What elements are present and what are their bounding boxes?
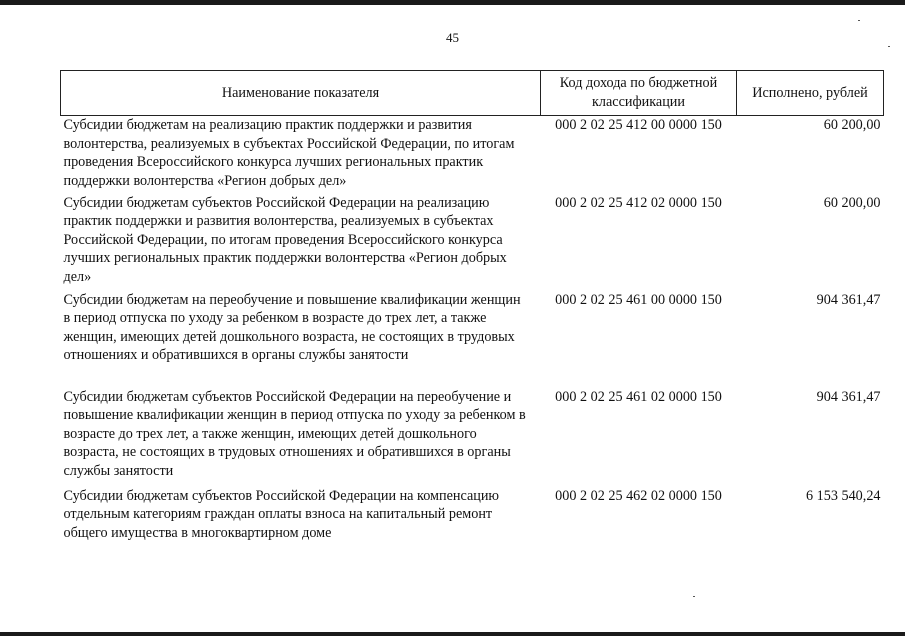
scan-speck bbox=[888, 46, 890, 47]
header-name: Наименование показателя bbox=[61, 71, 541, 116]
amount-executed: 60 200,00 bbox=[823, 117, 881, 133]
revenue-code: 000 2 02 25 412 00 0000 150 bbox=[555, 117, 722, 133]
scan-bottom-edge bbox=[0, 632, 905, 636]
header-code: Код дохода по бюджетной классификации bbox=[541, 71, 737, 116]
table-row bbox=[61, 487, 884, 547]
page-number: 45 bbox=[446, 30, 459, 45]
indicator-name: Субсидии бюджетам субъектов Российской Федерации на реализацию практик поддержки и развития волонтерства, реализуемых в субъектах Российской Федерации, по итогам проведения Всероссийского конкурса лучших региональных практик поддержки волонтерства «Регион добрых дел» bbox=[63, 194, 507, 285]
indicator-name: Субсидии бюджетам на реализацию практик поддержки и развития волонтерства, реализуемых в субъектах Российской Федерации, по итогам проведения Всероссийского конкурса лучших региональных практик поддержки волонтерства «Регион добрых дел» bbox=[63, 117, 515, 189]
amount-executed: 904 361,47 bbox=[816, 291, 881, 308]
amount-executed: 6 153 540,24 bbox=[806, 487, 881, 504]
indicator-name: Субсидии бюджетам субъектов Российской Федерации на компенсацию отдельным категориям граждан оплаты взноса на капитальный ремонт общего имущества в многоквартирном доме bbox=[63, 487, 500, 541]
revenue-code: 000 2 02 25 462 02 0000 150 bbox=[555, 487, 722, 504]
scan-top-edge bbox=[0, 0, 905, 5]
amount-executed: 60 200,00 bbox=[823, 194, 881, 211]
table-row bbox=[61, 116, 884, 194]
revenue-code: 000 2 02 25 461 00 0000 150 bbox=[555, 291, 722, 308]
scan-speck bbox=[693, 596, 695, 597]
indicator-name: Субсидии бюджетам на переобучение и повышение квалификации женщин в период отпуска по уходу за ребенком в возрасте до трех лет, а также женщин, имеющих детей дошкольного возраста, не состоящих в трудовых отношениях и обратившихся в органы службы занятости bbox=[63, 291, 521, 364]
table-header-row bbox=[61, 71, 884, 116]
table-row bbox=[61, 291, 884, 388]
scan-speck bbox=[858, 20, 860, 21]
table-row bbox=[61, 388, 884, 487]
table-row bbox=[61, 194, 884, 291]
revenue-table bbox=[60, 70, 884, 547]
revenue-code: 000 2 02 25 412 02 0000 150 bbox=[555, 194, 722, 211]
revenue-code: 000 2 02 25 461 02 0000 150 bbox=[555, 388, 722, 405]
indicator-name: Субсидии бюджетам субъектов Российской Федерации на переобучение и повышение квалификации женщин в период отпуска по уходу за ребенком в возрасте до трех лет, а также женщин, имеющих детей дошкольного возраста, не состоящих в трудовых отношениях и обратившихся в органы службы занятости bbox=[63, 388, 526, 479]
amount-executed: 904 361,47 bbox=[816, 388, 881, 405]
header-amount: Исполнено, рублей bbox=[737, 71, 884, 116]
